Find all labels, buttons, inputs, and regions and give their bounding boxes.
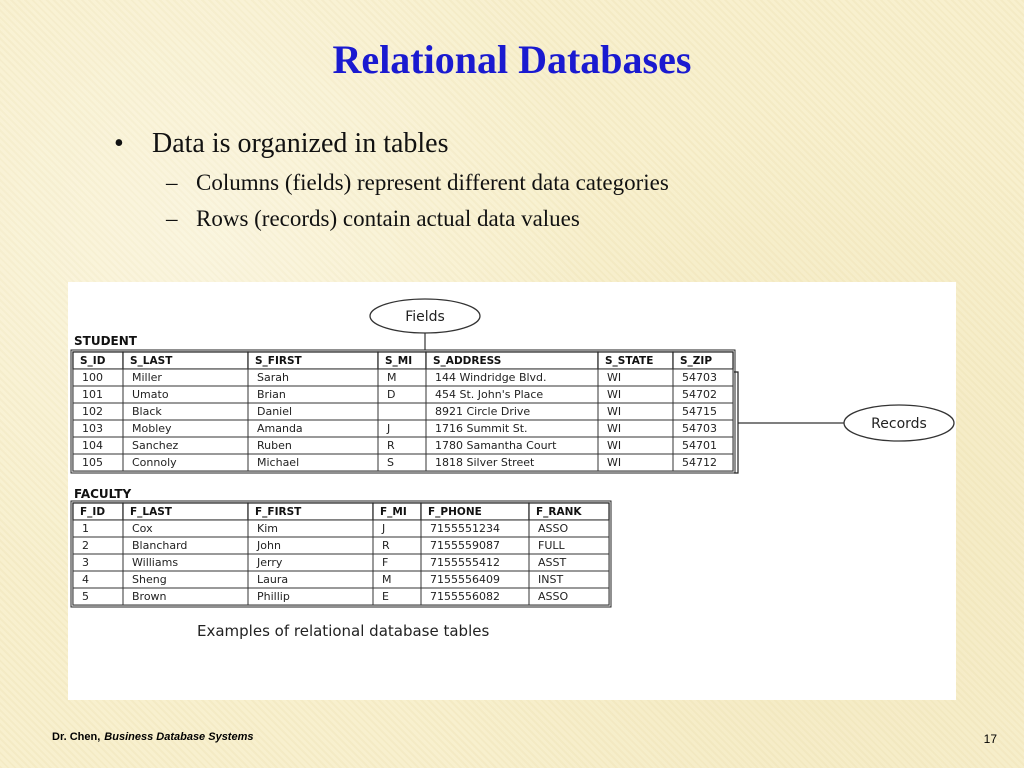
table-cell: Umato — [132, 388, 169, 401]
table-cell-box — [378, 386, 426, 403]
table-cell: Sheng — [132, 573, 167, 586]
table-cell: 102 — [82, 405, 103, 418]
column-header: F_ID — [80, 506, 106, 518]
column-header: S_ID — [80, 355, 106, 367]
table-cell: WI — [607, 405, 622, 418]
table-cell: Jerry — [257, 556, 283, 569]
table-cell: 454 St. John's Place — [435, 388, 544, 401]
table-cell: Ruben — [257, 439, 292, 452]
tables-diagram — [68, 282, 956, 700]
table-cell: M — [387, 371, 397, 384]
table-cell: Brown — [132, 590, 167, 603]
table-cell: 8921 Circle Drive — [435, 405, 531, 418]
table-row — [73, 537, 609, 554]
subbullet-text: Columns (fields) represent different data categories — [196, 170, 669, 195]
table-cell: 7155555412 — [430, 556, 500, 569]
table-cell: J — [387, 422, 391, 435]
table-cell: Sarah — [257, 371, 289, 384]
footer-credit — [52, 731, 253, 743]
table-row — [73, 386, 733, 403]
table-cell: J — [382, 522, 386, 535]
table-row — [73, 554, 609, 571]
column-header: F_LAST — [130, 506, 172, 518]
bullet-text: Data is organized in tables — [152, 128, 449, 159]
table-cell: Black — [132, 405, 162, 418]
table-cell: E — [382, 590, 389, 603]
table-cell: F — [382, 556, 389, 569]
footer-course: Business Database Systems — [104, 731, 254, 743]
table-cell: Brian — [257, 388, 286, 401]
table-cell: Michael — [257, 456, 300, 469]
table-cell: 7155556409 — [430, 573, 500, 586]
subbullet-item — [166, 170, 669, 196]
table-cell-box — [73, 520, 123, 537]
bullet-list — [114, 128, 669, 232]
table-cell: WI — [607, 371, 622, 384]
table-cell: 7155559087 — [430, 539, 500, 552]
table-cell: 1780 Samantha Court — [435, 439, 557, 452]
table-cell: 54701 — [682, 439, 717, 452]
table-cell-box — [373, 588, 421, 605]
bullet-item — [114, 128, 669, 160]
records-callout-label: Records — [871, 416, 927, 432]
table-cell-box — [73, 588, 123, 605]
slide-title: Relational Databases — [332, 37, 692, 82]
column-header: F_FIRST — [255, 506, 302, 518]
table-cell: 54715 — [682, 405, 717, 418]
table-cell: 100 — [82, 371, 103, 384]
table-cell: D — [387, 388, 396, 401]
table-cell-box — [378, 369, 426, 386]
page-number: 17 — [983, 732, 997, 746]
table-cell: 144 Windridge Blvd. — [435, 371, 547, 384]
table-cell: FULL — [538, 539, 565, 552]
database-tables-figure — [68, 282, 956, 700]
table-row — [73, 437, 733, 454]
table-cell: 1 — [82, 522, 89, 535]
table-cell-box — [373, 537, 421, 554]
table-cell: WI — [607, 439, 622, 452]
column-header: S_STATE — [605, 355, 654, 367]
table-cell: 5 — [82, 590, 89, 603]
column-header: F_PHONE — [428, 506, 482, 518]
table-cell-box — [373, 520, 421, 537]
table-cell: Miller — [132, 371, 162, 384]
table-cell: 1716 Summit St. — [435, 422, 528, 435]
table-cell: WI — [607, 456, 622, 469]
subbullet-item — [166, 206, 669, 232]
table-cell: 2 — [82, 539, 89, 552]
table-cell: 4 — [82, 573, 89, 586]
table-row — [73, 420, 733, 437]
table-cell: 105 — [82, 456, 103, 469]
table-cell: 54712 — [682, 456, 717, 469]
table-cell-box — [378, 403, 426, 420]
table-row — [73, 571, 609, 588]
table-cell: Sanchez — [132, 439, 179, 452]
table-cell: 1818 Silver Street — [435, 456, 535, 469]
bullet-marker: • — [114, 128, 124, 159]
table-cell-box — [73, 554, 123, 571]
table-cell: M — [382, 573, 392, 586]
table-cell: 54703 — [682, 422, 717, 435]
footer-author: Dr. Chen, — [52, 731, 101, 743]
figure-caption: Examples of relational database tables — [197, 622, 490, 640]
table-row — [73, 520, 609, 537]
table-row — [73, 588, 609, 605]
table-row — [73, 403, 733, 420]
table-name-label: STUDENT — [74, 334, 137, 348]
table-cell: R — [382, 539, 390, 552]
table-cell: 101 — [82, 388, 103, 401]
table-cell: Connoly — [132, 456, 177, 469]
table-cell: 54702 — [682, 388, 717, 401]
table-cell: R — [387, 439, 395, 452]
column-header: S_LAST — [130, 355, 173, 367]
column-header: S_ADDRESS — [433, 355, 502, 367]
fields-callout-label: Fields — [405, 309, 445, 325]
table-cell: Amanda — [257, 422, 303, 435]
table-cell: ASSO — [538, 522, 569, 535]
table-cell: 3 — [82, 556, 89, 569]
table-cell: Mobley — [132, 422, 172, 435]
table-cell-box — [378, 437, 426, 454]
table-cell-box — [378, 420, 426, 437]
table-cell-box — [73, 571, 123, 588]
table-cell: ASSO — [538, 590, 569, 603]
dash-marker: – — [166, 206, 178, 231]
table-cell: John — [257, 539, 281, 552]
table-cell: 103 — [82, 422, 103, 435]
table-cell: Phillip — [257, 590, 290, 603]
table-cell: Laura — [257, 573, 289, 586]
table-name-label: FACULTY — [74, 487, 132, 501]
column-header: S_FIRST — [255, 355, 302, 367]
table-cell: INST — [538, 573, 564, 586]
column-header: S_MI — [385, 355, 413, 367]
table-cell: ASST — [538, 556, 567, 569]
table-cell-box — [373, 571, 421, 588]
table-cell: Cox — [132, 522, 153, 535]
table-cell: Daniel — [257, 405, 293, 418]
table-row — [73, 369, 733, 386]
table-cell: 7155556082 — [430, 590, 500, 603]
table-cell: WI — [607, 422, 622, 435]
table-cell-box — [373, 554, 421, 571]
table-cell: Blanchard — [132, 539, 188, 552]
table-row — [73, 454, 733, 471]
dash-marker: – — [166, 170, 178, 195]
table-cell: S — [387, 456, 394, 469]
faculty-table — [71, 487, 611, 607]
subbullet-text: Rows (records) contain actual data values — [196, 206, 580, 231]
table-cell: 54703 — [682, 371, 717, 384]
table-cell: 7155551234 — [430, 522, 500, 535]
table-cell: WI — [607, 388, 622, 401]
table-cell: 104 — [82, 439, 103, 452]
student-table — [71, 334, 738, 473]
table-cell-box — [73, 537, 123, 554]
column-header: S_ZIP — [680, 355, 713, 367]
table-cell-box — [378, 454, 426, 471]
column-header: F_MI — [380, 506, 407, 518]
column-header: F_RANK — [536, 506, 582, 518]
table-cell: Kim — [257, 522, 278, 535]
table-cell: Williams — [132, 556, 179, 569]
